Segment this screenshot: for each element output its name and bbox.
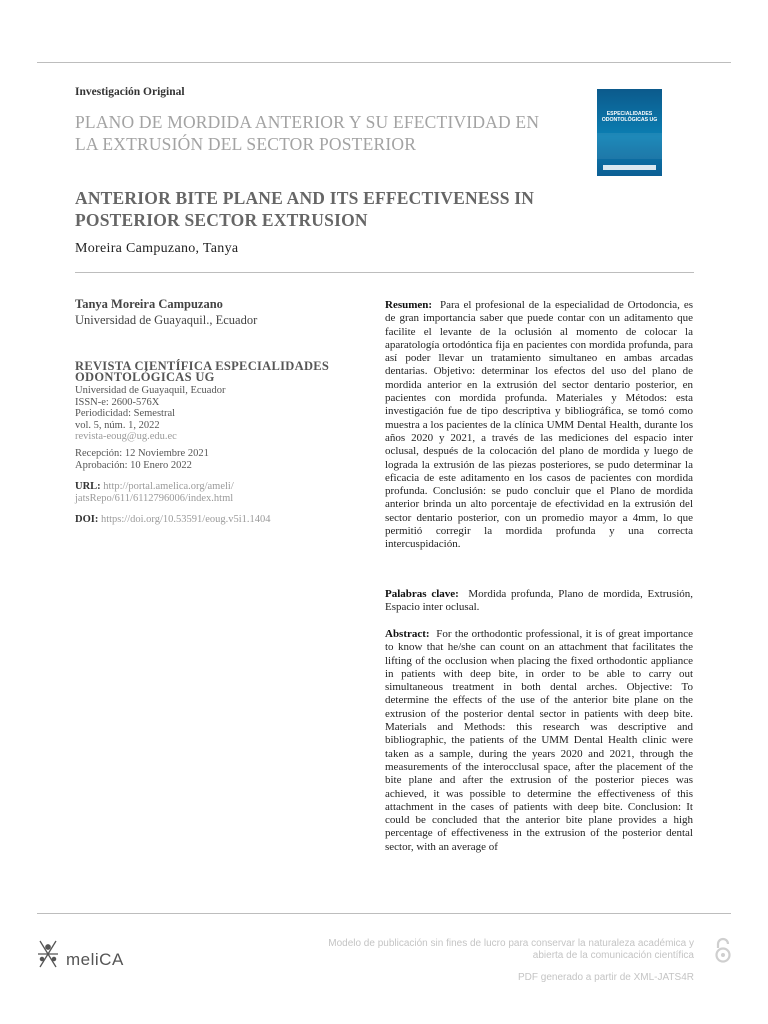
journal-cover-image bbox=[597, 89, 662, 176]
journal-periodicity: Periodicidad: Semestral bbox=[75, 408, 176, 419]
footer-note-line1: Modelo de publicación sin fines de lucro para conservar la naturaleza académica y bbox=[328, 938, 694, 949]
doi-link[interactable]: https://doi.org/10.53591/eoug.v5i1.1404 bbox=[100, 514, 271, 525]
journal-volume: vol. 5, núm. 1, 2022 bbox=[75, 419, 160, 431]
cover-title bbox=[601, 111, 658, 123]
title-english: ANTERIOR BITE PLANE AND ITS EFFECTIVENESS IN POSTERIOR SECTOR EXTRUSION bbox=[75, 188, 535, 230]
open-access-icon bbox=[712, 937, 734, 970]
top-rule bbox=[37, 62, 731, 63]
cover-title-line1: ESPECIALIDADES bbox=[606, 111, 653, 117]
footer-note bbox=[294, 938, 694, 962]
journal-email-link[interactable]: revista-eoug@ug.edu.ec bbox=[75, 431, 177, 442]
footer-rule bbox=[37, 913, 731, 914]
abstract-english bbox=[385, 628, 693, 854]
url-label: URL: bbox=[75, 481, 101, 492]
article-dates bbox=[75, 448, 275, 471]
abstract-english-label: Abstract: bbox=[385, 628, 430, 640]
date-received: Recepción: 12 Noviembre 2021 bbox=[75, 448, 209, 459]
article-doi bbox=[75, 514, 325, 526]
abstract-spanish-text: Para el profesional de la especialidad de Ortodoncia, es de gran importancia saber que puede contar con un aditamento que facilite el levante de la oclusión al momento de colocar la aparatología ortodóntica fija en pacientes con mordida profunda, para así poder llevar un tratamiento simultaneo en ambas arcadas dentarias. Objetivo: determinar los efectos del uso del plano de mordida anterior en la extrusión del sector dentario posterior, en pacientes con mordida profunda. Materiales y Métodos: esta investigación fue de tipo descriptiva y bibliográfica, se tomó como muestra a los pacientes de la clínica UMM Dental Health, durante los años 2020 y 2021, a través de las mediciones del espacio inter oclusal, después de la colocación del plano de mordida y luego de lograda la extrusión de las piezas posteriores, se pudo determinar la eficacia de este aditamento en los casos de pacientes con mordida profunda. Conclusión: se pudo concluir que el Plano de mordida anterior brinda un alto porcentaje de efectividad en la extrusión del sector dentario posterior, con un promedio mayor a 4mm, lo que permitió corregir la mordida profunda y una correcta intercuspidación. bbox=[385, 299, 693, 551]
abstract-english-text: For the orthodontic professional, it is of great importance to know that he/she can count on an attachment that facilitates the lifting of the occlusion when placing the fixed orthodontic appliance in patients with deep bite, in order to be able to carry out simultaneous treatment in both dental arches. Objective: To determine the effects of the use of the anterior bite plane on the extrusion of the posterior dental sector in patients with deep bite. Materials and Methods: this research was descriptive and bibliographic, the patients of the UMM Dental Health clinic were taken as a sample, during the years 2020 and 2021, through the measurements of the interocclusal space, after the placement of the bite plane and after the extrusion of the posterior pieces was achieved, it was possible to determine the effectiveness of this attachment in the cases of patients with deep bite. Conclusion: It could be concluded that the anterior bite plane provides a high percentage of effectiveness in the extrusion of the posterior dental sector, with an average of bbox=[385, 628, 693, 853]
author-name: Tanya Moreira Campuzano bbox=[75, 297, 223, 311]
pdf-generated-note: PDF generado a partir de XML-JATS4R bbox=[517, 972, 694, 983]
keywords-label: Palabras clave: bbox=[385, 588, 459, 600]
journal-issn: ISSN-e: 2600-576X bbox=[75, 396, 160, 408]
open-access-lock-icon bbox=[712, 937, 734, 965]
abstract-spanish bbox=[385, 299, 693, 552]
journal-details bbox=[75, 385, 275, 443]
footer-note-line2: abierta de la comunicación científica bbox=[532, 950, 694, 961]
url-link-line2[interactable]: jatsRepo/611/6112796006/index.html bbox=[75, 492, 234, 504]
cover-footer-bar bbox=[603, 165, 656, 170]
journal-name: REVISTA CIENTÍFICA ESPECIALIDADES ODONTOLÓGICAS UG bbox=[75, 359, 330, 384]
author-affiliation: Universidad de Guayaquil., Ecuador bbox=[75, 313, 258, 327]
title-spanish: PLANO DE MORDIDA ANTERIOR Y SU EFECTIVIDAD EN LA EXTRUSIÓN DEL SECTOR POSTERIOR bbox=[75, 112, 540, 154]
keywords-text: Mordida profunda, Plano de mordida, Extrusión, Espacio inter oclusal. bbox=[385, 588, 693, 614]
header-rule bbox=[75, 272, 694, 273]
section-label: Investigación Original bbox=[75, 86, 185, 98]
amelica-logo bbox=[36, 937, 146, 978]
date-approved: Aprobación: 10 Enero 2022 bbox=[75, 459, 192, 471]
journal-publisher: Universidad de Guayaquil, Ecuador bbox=[75, 385, 226, 396]
cover-band bbox=[597, 133, 662, 159]
doi-label: DOI: bbox=[75, 514, 99, 525]
url-link-line1[interactable]: http://portal.amelica.org/ameli/ bbox=[103, 481, 234, 492]
keywords-spanish bbox=[385, 588, 693, 615]
cover-title-line2: ODONTOLÓGICAS UG bbox=[601, 117, 658, 123]
abstract-spanish-label: Resumen: bbox=[385, 299, 433, 311]
article-url bbox=[75, 481, 285, 504]
amelica-logo-text: meliCA bbox=[66, 950, 124, 969]
author-byline: Moreira Campuzano, Tanya bbox=[75, 241, 239, 256]
